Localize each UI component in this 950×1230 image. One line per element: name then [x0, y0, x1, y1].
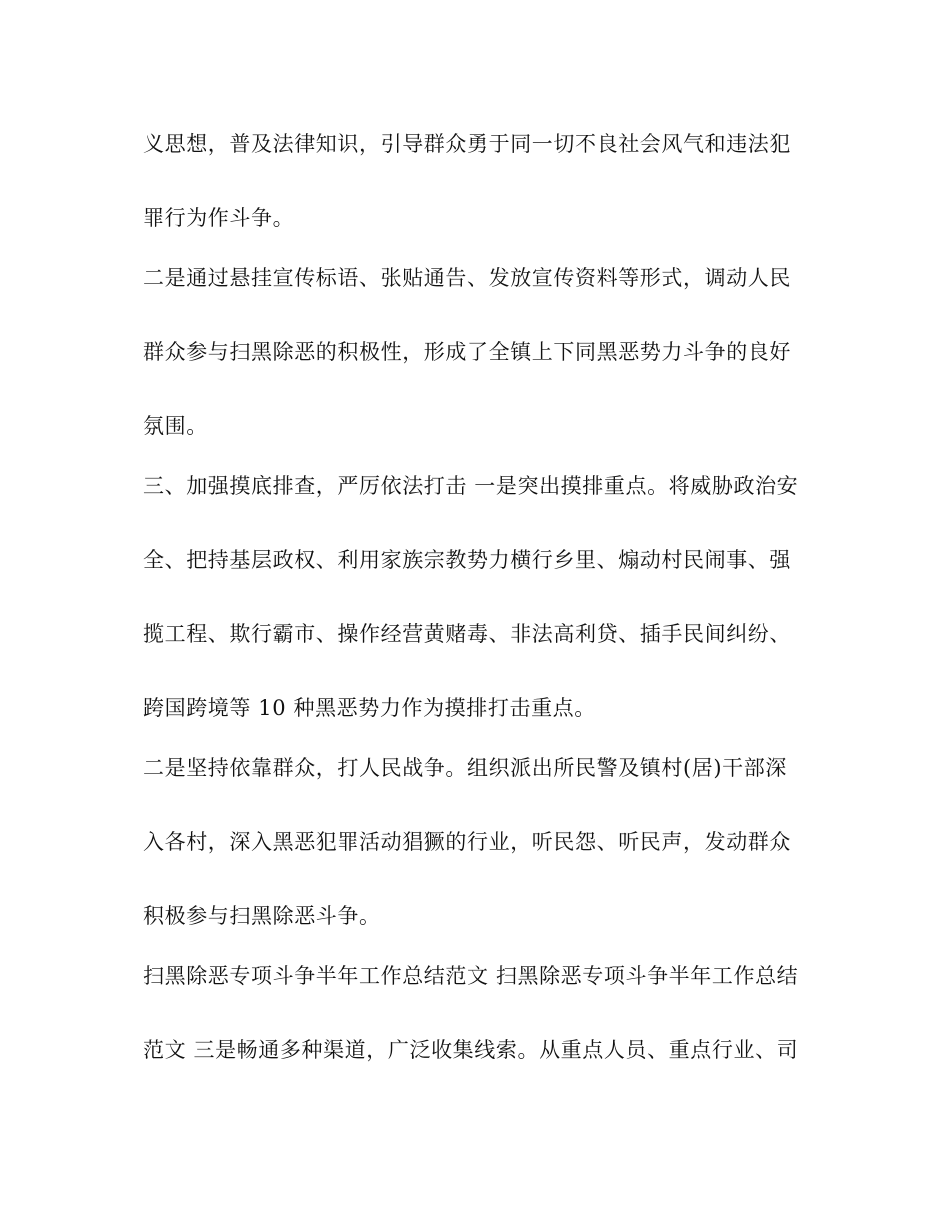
- text-line: 罪行为作斗争。: [143, 206, 295, 230]
- text-line: 揽工程、欺行霸市、操作经营黄赌毒、非法高利贷、插手民间纠纷、: [143, 622, 791, 646]
- text-line: 全、把持基层政权、利用家族宗教势力横行乡里、煽动村民闹事、强: [143, 548, 791, 572]
- text-line: 积极参与扫黑除恶斗争。: [143, 904, 381, 928]
- text-line: 二是坚持依靠群众，打人民战争。组织派出所民警及镇村(居)干部深: [143, 756, 787, 780]
- text-line: 群众参与扫黑除恶的积极性，形成了全镇上下同黑恶势力斗争的良好: [143, 340, 791, 364]
- text-line: 三、加强摸底排查，严厉依法打击 一是突出摸排重点。将威胁政治安: [143, 474, 799, 498]
- text-line: 二是通过悬挂宣传标语、张贴通告、发放宣传资料等形式，调动人民: [143, 266, 791, 290]
- text-line: 氛围。: [143, 414, 208, 438]
- text-line: 跨国跨境等 10 种黑恶势力作为摸排打击重点。: [143, 696, 596, 720]
- text-line: 扫黑除恶专项斗争半年工作总结范文 扫黑除恶专项斗争半年工作总结: [143, 964, 799, 988]
- text-line: 范文 三是畅通多种渠道，广泛收集线索。从重点人员、重点行业、司: [143, 1038, 799, 1062]
- text-line: 义思想，普及法律知识，引导群众勇于同一切不良社会风气和违法犯: [143, 132, 791, 156]
- text-line: 入各村，深入黑恶犯罪活动猖獗的行业，听民怨、听民声，发动群众: [143, 830, 791, 854]
